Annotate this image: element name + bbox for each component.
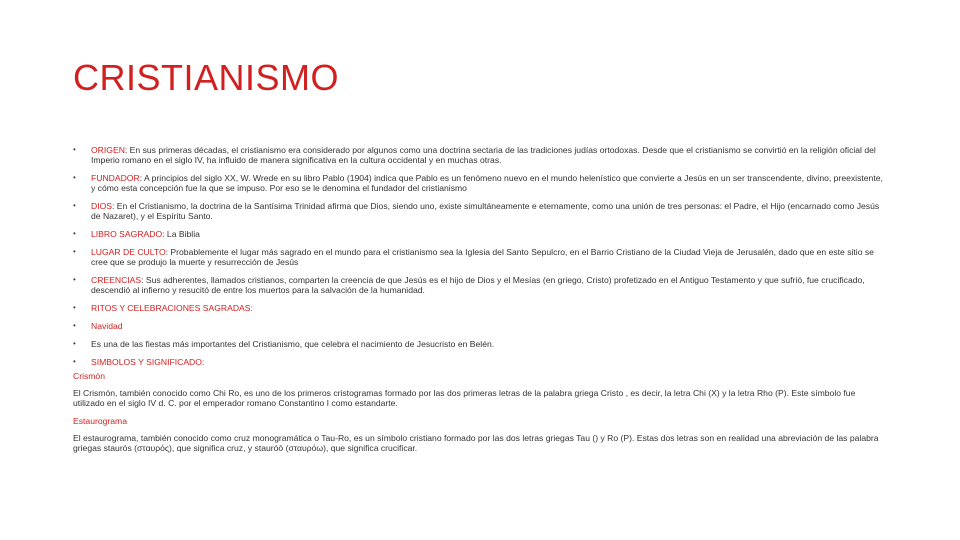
bullet-label: ORIGEN <box>91 145 125 155</box>
bullet-navidad <box>73 321 888 331</box>
bullet-label: DIOS <box>91 201 113 211</box>
crismon-heading: Crismón <box>73 371 105 381</box>
bullet-text: : A principios del siglo XX, W. Wrede en su libro Pablo (1904) indica que Pablo es un fenómeno nuevo en el mundo helenístico que convierte a Jesús en un ser transcendente, divino, preexistente, y cómo esta concepción fue la que se impuso. Por eso se le denomina el fundador del cristianismo <box>91 173 883 193</box>
bullet-dot-icon: • <box>73 275 76 284</box>
bullet-ritos <box>73 303 888 313</box>
bullet-text: Es una de las fiestas más importantes del Cristianismo, que celebra el nacimiento de Jesucristo en Belén. <box>91 339 495 349</box>
bullet-label: FUNDADOR <box>91 173 140 183</box>
bullet-label: LIBRO SAGRADO <box>91 229 163 239</box>
bullet-label: LUGAR DE CULTO <box>91 247 166 257</box>
bullet-dot-icon: • <box>73 357 76 366</box>
bullet-simbolos <box>73 357 888 367</box>
bullet-dot-icon: • <box>73 247 76 256</box>
bullet-libro-sagrado <box>73 229 888 239</box>
bullet-dios <box>73 201 888 221</box>
bullet-origen <box>73 145 888 165</box>
bullet-label: SIMBOLOS Y SIGNIFICADO: <box>91 357 205 367</box>
bullet-label: RITOS Y CELEBRACIONES SAGRADAS: <box>91 303 253 313</box>
bullet-dot-icon: • <box>73 321 76 330</box>
bullet-text: : En el Cristianismo, la doctrina de la Santísima Trinidad afirma que Dios, siendo uno, existe simultáneamente e eternamente, como una unión de tres personas: el Padre, el Hijo (encarnado como Jesús de Nazaret), y el Espíritu Santo. <box>91 201 880 221</box>
estaurograma-paragraph: El estaurograma, también conocido como cruz monogramática o Tau-Ro, es un símbolo cristiano formado por las dos letras griegas Tau () y Ro (P). Estas dos letras son en realidad una abreviación de las palabra griegas staurós (σταυρός), que significa cruz, y stauróō (σταυρόω), que significa crucificar. <box>73 433 879 453</box>
bullet-dot-icon: • <box>73 303 76 312</box>
bullet-text: : Sus adherentes, llamados cristianos, comparten la creencia de que Jesús es el hijo de Dios y el Mesías (en griego, Cristo) profetizado en el Antiguo Testamento y que sufrió, fue crucificado, descendió al infierno y resucitó de entre los muertos para la salvación de la humanidad. <box>91 275 865 295</box>
bullet-text: : La Biblia <box>162 229 200 239</box>
bullet-dot-icon: • <box>73 339 76 348</box>
estaurograma-heading: Estaurograma <box>73 416 127 426</box>
crismon-paragraph: El Crismón, también conocido como Chi Ro, es uno de los primeros cristogramas formado por las dos primeras letras de la palabra griega Cristo , es decir, la letra Chi (X) y la letra Rho (P). Este símbolo fue utilizado en el siglo IV d. C. por el emperador romano Constantino I como estandarte. <box>73 388 856 408</box>
bullet-dot-icon: • <box>73 201 76 210</box>
bullet-creencias <box>73 275 888 295</box>
page-title: CRISTIANISMO <box>73 57 340 98</box>
bullet-text: : Probablemente el lugar más sagrado en el mundo para el cristianismo sea la Iglesia del Santo Sepulcro, en el Barrio Cristiano de la Ciudad Vieja de Jerusalén, dado que en este sitio se cree que se produjo la muerte y resurrección de Jesús <box>91 247 874 267</box>
content-body <box>73 145 888 461</box>
bullet-dot-icon: • <box>73 229 76 238</box>
bullet-navidad-desc <box>73 339 888 349</box>
bullet-dot-icon: • <box>73 173 76 182</box>
bullet-label: Navidad <box>91 321 123 331</box>
bullet-dot-icon: • <box>73 145 76 154</box>
bullet-lugar-de-culto <box>73 247 888 267</box>
bullet-label: CREENCIAS <box>91 275 142 285</box>
bullet-fundador <box>73 173 888 193</box>
bullet-text: : En sus primeras décadas, el cristianismo era considerado por algunos como una doctrina sectaria de las tradiciones judías ortodoxas. Desde que el cristianismo se convirtió en la religión oficial del Imperio romano en el siglo IV, ha influido de manera significativa en la cultura occidental y en muchas otras. <box>91 145 876 165</box>
